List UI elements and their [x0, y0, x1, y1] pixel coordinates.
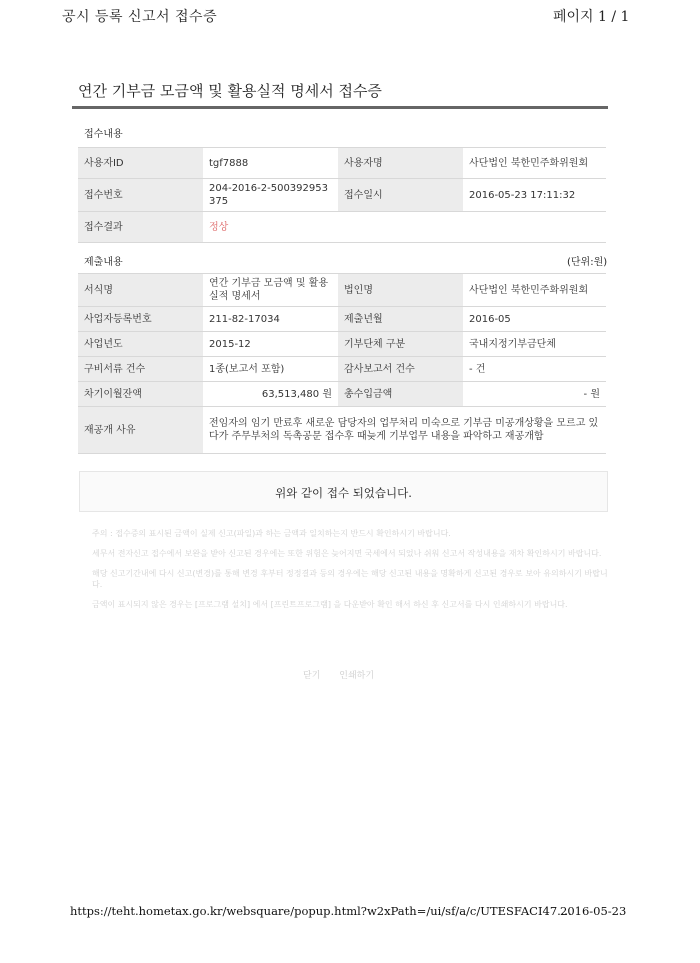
confirmation-message: 위와 같이 접수 되었습니다.: [275, 486, 412, 500]
print-header-title: 공시 등록 신고서 접수증: [62, 9, 218, 25]
print-button[interactable]: 인쇄하기: [339, 671, 375, 681]
user-id-label: 사용자ID: [78, 148, 203, 179]
table-row: [78, 407, 606, 454]
form-name-label: 서식명: [78, 274, 203, 307]
title-divider: [72, 106, 608, 109]
submission-table: [78, 273, 606, 454]
notice-item: 세무서 전자신고 접수에서 보완을 받아 신고된 경우에는 또한 위험은 늦어지면 국세에서 되었나 쉬워 신고서 작성내용을 재차 확인하시기 바랍니다.: [92, 549, 602, 558]
user-id-value: tgf7888: [203, 148, 338, 179]
document-count-value: 1종(보고서 포함): [203, 357, 338, 382]
receipt-datetime-label: 접수일시: [338, 179, 463, 212]
corp-name-label: 법인명: [338, 274, 463, 307]
receipt-table: [78, 147, 606, 243]
business-reg-number-label: 사업자등록번호: [78, 307, 203, 332]
document-title: 연간 기부금 모금액 및 활용실적 명세서 접수증: [78, 82, 382, 100]
audit-report-count-value: - 건: [463, 357, 606, 382]
receipt-result-value: 정상: [203, 212, 606, 243]
receipt-datetime-value: 2016-05-23 17:11:32: [463, 179, 606, 212]
action-buttons: [303, 668, 390, 681]
receipt-section-title: 접수내용: [84, 129, 123, 140]
business-year-label: 사업년도: [78, 332, 203, 357]
table-row: [78, 148, 606, 179]
user-name-label: 사용자명: [338, 148, 463, 179]
submission-section-title: 제출내용: [84, 257, 123, 268]
submit-month-label: 제출년월: [338, 307, 463, 332]
total-income-value: - 원: [463, 382, 606, 407]
close-button[interactable]: 닫기: [303, 671, 321, 681]
table-row: [78, 274, 606, 307]
donor-type-label: 기부단체 구분: [338, 332, 463, 357]
notice-item: 주의 : 접수증의 표시된 금액이 실제 신고(파일)과 하는 금액과 일치하는지 반드시 확인하시기 바랍니다.: [92, 529, 451, 538]
page-number: 페이지 1 / 1: [553, 9, 630, 25]
notice-item: 금액이 표시되지 않은 경우는 [프로그램 설치] 에서 [프린트프로그램] 을 다운받아 확인 해서 하신 후 신고서를 다시 인쇄하시기 바랍니다.: [92, 600, 568, 609]
submit-month-value: 2016-05: [463, 307, 606, 332]
print-footer-url: https://teht.hometax.go.kr/websquare/popup.html?w2xPath=/ui/sf/a/c/UTESFACI47....: [70, 904, 572, 918]
receipt-number-label: 접수번호: [78, 179, 203, 212]
table-row: [78, 332, 606, 357]
form-name-value: 연간 기부금 모금액 및 활용실적 명세서: [203, 274, 338, 307]
table-row: [78, 357, 606, 382]
reopen-reason-value: 전임자의 임기 만료후 새로운 담당자의 업무처리 미숙으로 기부금 미공개상황을 모르고 있다가 주무부처의 독촉공문 접수후 때늦게 기부업무 내용을 파악하고 재공개함: [203, 407, 606, 454]
receipt-result-label: 접수결과: [78, 212, 203, 243]
confirmation-box: [79, 471, 608, 512]
notice-item: 해당 신고기간내에 다시 신고(변경)를 통해 변경 후부터 정정결과 등의 경우에는 해당 신고된 내용을 명확하게 신고된 경우로 보아 유의하시기 바랍니다.: [92, 569, 608, 589]
carryover-balance-label: 차기이월잔액: [78, 382, 203, 407]
reopen-reason-label: 재공개 사유: [78, 407, 203, 454]
corp-name-value: 사단법인 북한민주화위원회: [463, 274, 606, 307]
document-count-label: 구비서류 건수: [78, 357, 203, 382]
carryover-balance-value: 63,513,480 원: [203, 382, 338, 407]
total-income-label: 총수입금액: [338, 382, 463, 407]
table-row: [78, 307, 606, 332]
audit-report-count-label: 감사보고서 건수: [338, 357, 463, 382]
user-name-value: 사단법인 북한민주화위원회: [463, 148, 606, 179]
donor-type-value: 국내지정기부금단체: [463, 332, 606, 357]
table-row: [78, 382, 606, 407]
business-reg-number-value: 211-82-17034: [203, 307, 338, 332]
receipt-number-value: 204-2016-2-500392953375: [203, 179, 338, 212]
print-footer-date: 2016-05-23: [560, 904, 627, 918]
unit-label: (단위:원): [567, 257, 608, 268]
table-row: [78, 212, 606, 243]
table-row: [78, 179, 606, 212]
business-year-value: 2015-12: [203, 332, 338, 357]
notice-text: [92, 528, 612, 619]
